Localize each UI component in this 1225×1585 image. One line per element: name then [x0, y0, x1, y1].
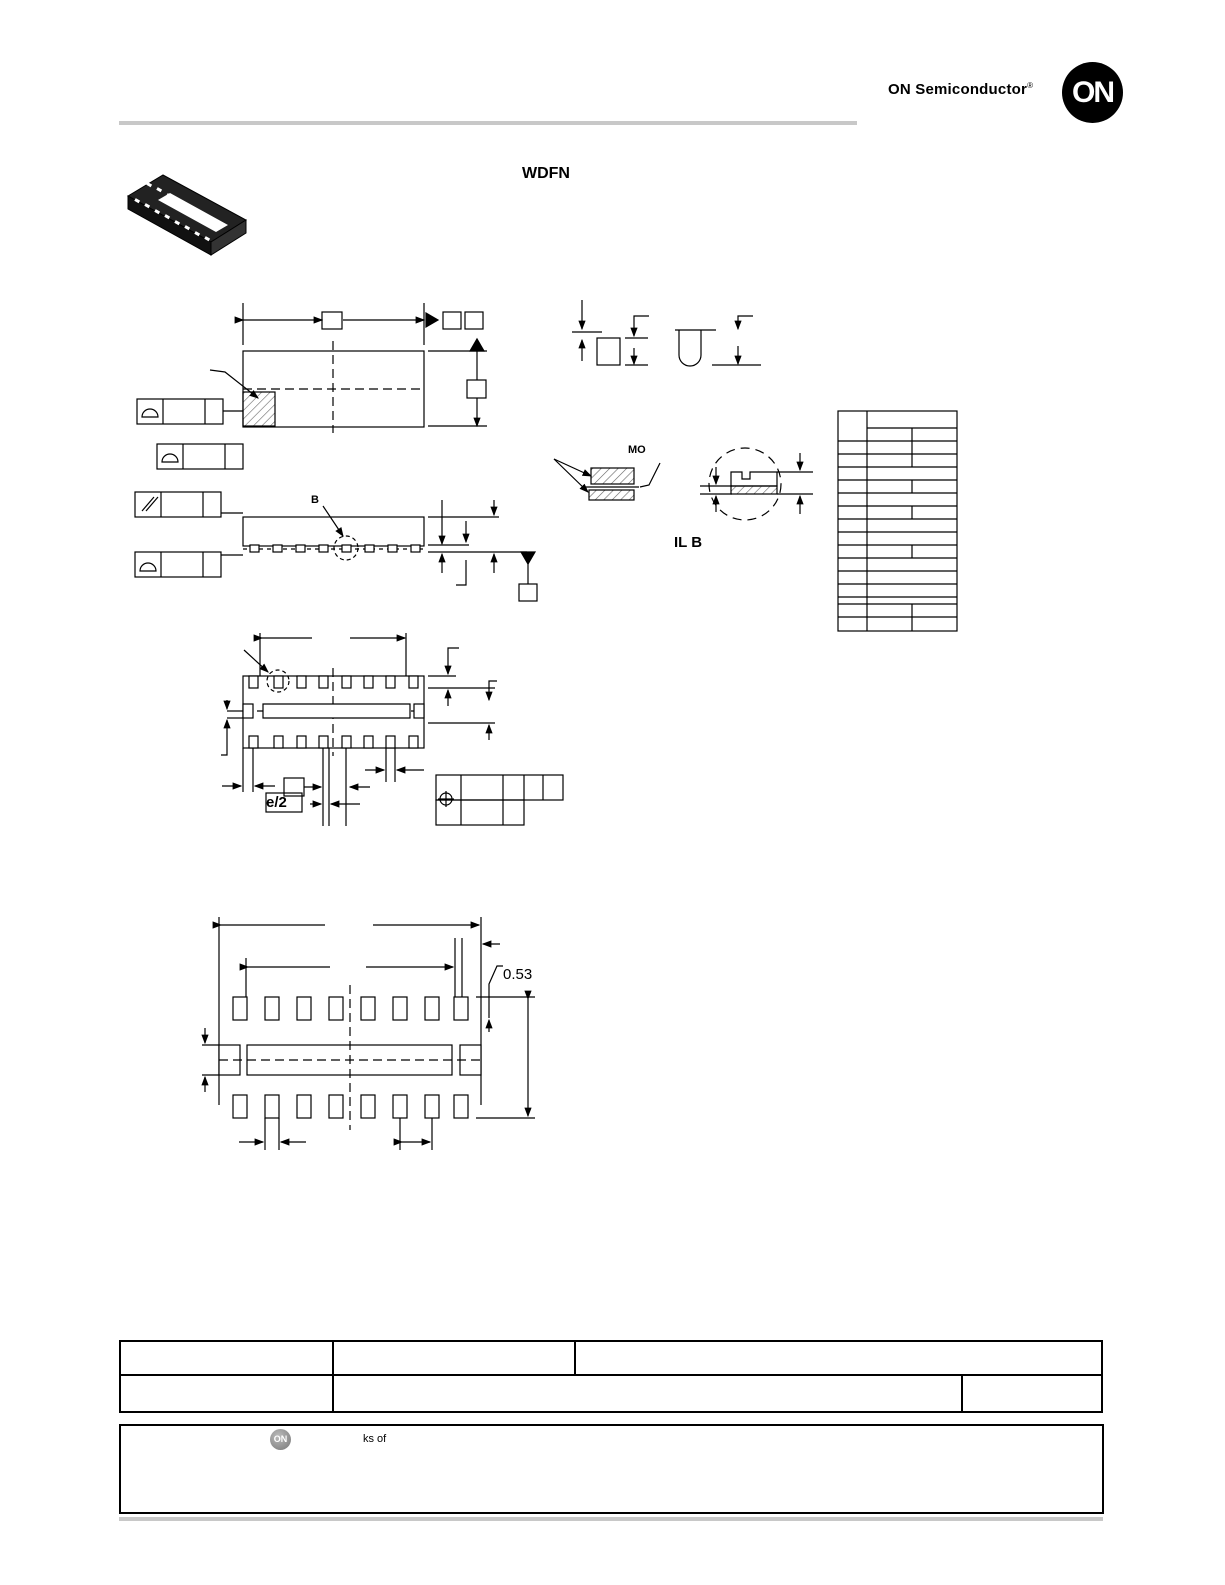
- detail-b-callout: B: [311, 494, 319, 506]
- detail-b: [554, 448, 813, 520]
- detail-b-title: IL B: [674, 534, 703, 551]
- on-logo-small: ON: [270, 1429, 291, 1450]
- land-dimension-label: 0.53: [503, 966, 533, 983]
- trademark-note-box: [119, 1424, 1104, 1514]
- mold-compound-label: MO: [628, 444, 646, 456]
- footer-divider: [119, 1517, 1103, 1521]
- brand-name: ON Semiconductor®: [888, 81, 1034, 98]
- package-3d-image: [128, 175, 246, 255]
- detail-a: [572, 300, 761, 366]
- on-logo: ON: [1062, 62, 1123, 123]
- footer-document-table: [120, 1341, 1102, 1412]
- dimensions-table: [838, 411, 957, 631]
- trademark-note-text: ks of: [363, 1433, 387, 1445]
- top-view: [137, 303, 487, 469]
- side-view: [135, 492, 537, 601]
- pitch-half-label: e/2: [266, 794, 287, 811]
- package-title: WDFN: [522, 165, 570, 182]
- soldering-footprint: [202, 917, 535, 1150]
